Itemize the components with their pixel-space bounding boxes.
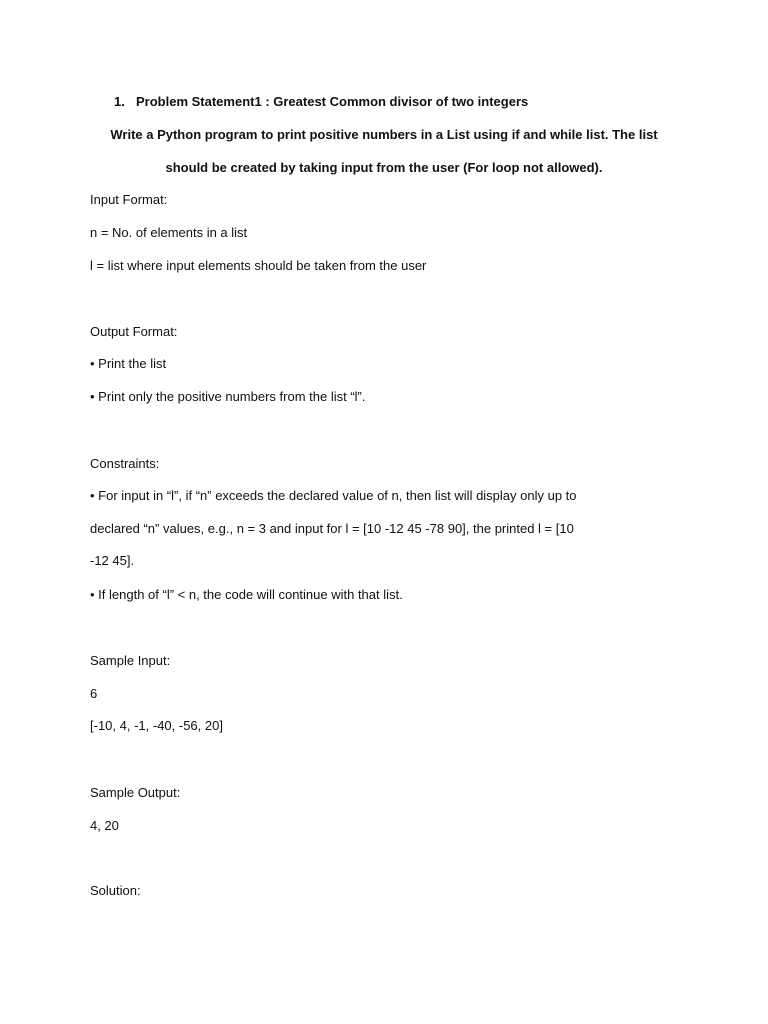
problem-title: Problem Statement1 : Greatest Common divisor of two integers <box>136 94 529 109</box>
sample-input-line-1: 6 <box>90 686 98 701</box>
sample-input-line-2: [-10, 4, -1, -40, -56, 20] <box>90 718 223 733</box>
input-format-heading: Input Format: <box>90 192 168 207</box>
constraint-1-line-3: -12 45]. <box>90 553 135 568</box>
output-format-item-2: • Print only the positive numbers from the list “l”. <box>90 389 366 405</box>
constraint-1-line-1: • For input in “l”, if “n” exceeds the declared value of n, then list will display only up to <box>90 488 577 504</box>
constraint-2: • If length of “l” < n, the code will continue with that list. <box>90 587 403 603</box>
output-format-item-1: • Print the list <box>90 356 166 372</box>
input-format-item-l: l = list where input elements should be taken from the user <box>90 258 427 273</box>
output-format-heading: Output Format: <box>90 324 178 339</box>
problem-description-line-1: Write a Python program to print positive numbers in a List using if and while list. The list <box>110 127 658 142</box>
input-format-item-n: n = No. of elements in a list <box>90 225 248 240</box>
sample-output-heading: Sample Output: <box>90 785 181 800</box>
problem-heading <box>114 94 528 110</box>
solution-heading: Solution: <box>90 883 141 898</box>
sample-input-heading: Sample Input: <box>90 653 171 668</box>
problem-number: 1. <box>114 94 125 109</box>
constraints-heading: Constraints: <box>90 456 160 471</box>
sample-output-line-1: 4, 20 <box>90 818 119 833</box>
constraint-1-line-2: declared “n” values, e.g., n = 3 and input for l = [10 -12 45 -78 90], the printed l = [10 <box>90 521 574 536</box>
problem-description-line-2: should be created by taking input from the user (For loop not allowed). <box>165 160 603 175</box>
